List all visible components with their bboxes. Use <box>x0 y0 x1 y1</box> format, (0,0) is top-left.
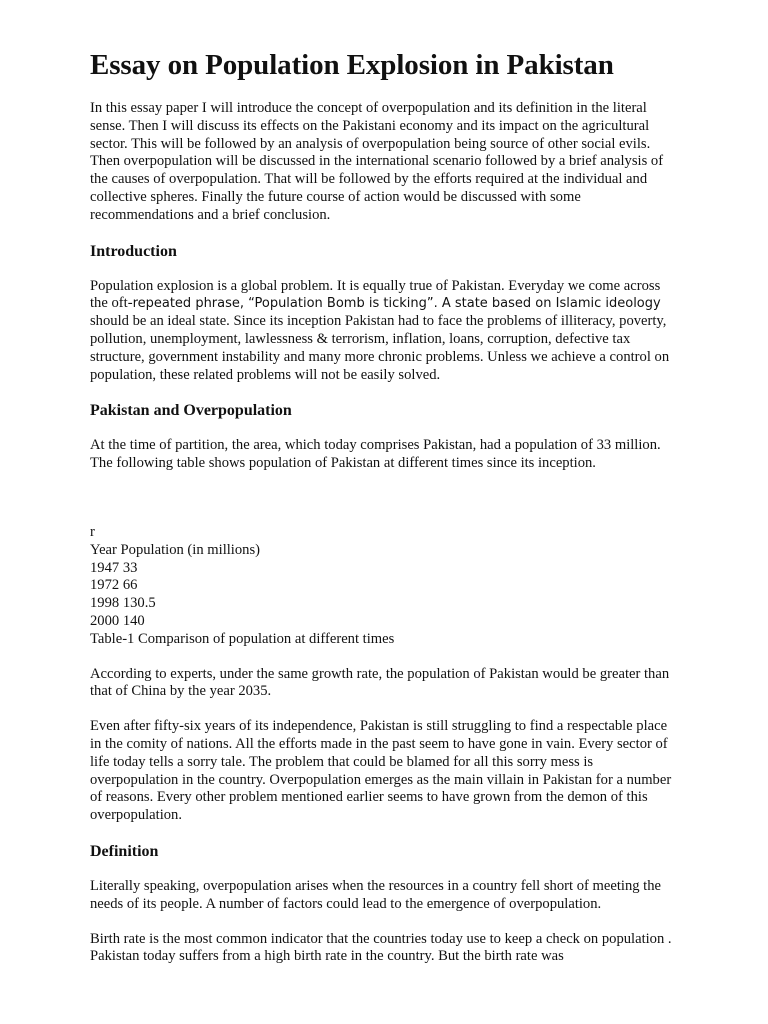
definition-heading: Definition <box>90 842 159 860</box>
population-table <box>90 524 680 649</box>
overpopulation-heading: Pakistan and Overpopulation <box>90 402 292 420</box>
overpopulation-paragraph: At the time of partition, the area, which today comprises Pakistan, had a population of 33 million. The following table shows population of Pakistan at different times since its inception. <box>90 437 661 472</box>
table-stray-char: r <box>90 523 95 540</box>
experts-paragraph: According to experts, under the same growth rate, the population of Pakistan would be greater than that of China by the year 2035. <box>90 665 670 700</box>
table-row: 1947 33 <box>90 559 138 576</box>
table-row: 1998 130.5 <box>90 595 156 612</box>
table-row: 2000 140 <box>90 612 145 629</box>
introduction-paragraph <box>90 278 680 385</box>
table-caption: Table-1 Comparison of population at different times <box>90 630 395 647</box>
birth-rate-paragraph: Birth rate is the most common indicator that the countries today use to keep a check on population . Pakistan today suffers from a high birth rate in the country. But the birth rate was <box>90 930 672 965</box>
essay-title: Essay on Population Explosion in Pakistan <box>90 49 614 81</box>
definition-paragraph: Literally speaking, overpopulation arises when the resources in a country fell short of meeting the needs of its people. A number of factors could lead to the emergence of overpopulation. <box>90 877 662 912</box>
introduction-heading: Introduction <box>90 242 177 260</box>
table-row: 1972 66 <box>90 577 138 594</box>
introduction-text-part3: should be an ideal state. Since its inception Pakistan had to face the problems of illiteracy, poverty, pollution, unemployment, lawlessness & terrorism, inflation, loans, corruption, defective tax structure, government instability and many more chronic problems. Unless we achieve a control on population, these related problems will not be easily solved. <box>90 313 670 383</box>
fiftysix-paragraph: Even after fifty-six years of its independence, Pakistan is still struggling to find a respectable place in the comity of nations. All the efforts made in the past seem to have gone in vain. Every sector of life today tells a sorry tale. The problem that could be blamed for all this sorry mess is overpopulation in the country. Overpopulation emerges as the main villain in Pakistan for a number of reasons. Every other problem mentioned earlier seems to have grown from the demon of this overpopulation. <box>90 718 672 824</box>
document-body <box>90 46 680 966</box>
introduction-text-part2: repeated phrase, “Population Bomb is ticking”. A state based on Islamic ideology <box>132 296 661 312</box>
table-header: Year Population (in millions) <box>90 541 260 558</box>
intro-paragraph: In this essay paper I will introduce the concept of overpopulation and its definition in the literal sense. Then I will discuss its effects on the Pakistani economy and its impact on the agricultural sector. This will be followed by an analysis of overpopulation being source of other social evils. Then overpopulation will be discussed in the international scenario followed by a brief analysis of the causes of overpopulation. That will be followed by the efforts required at the individual and collective spheres. Finally the future course of action would be discussed with some recommendations and a brief conclusion. <box>90 100 664 223</box>
introduction-text-part1: Population explosion is a global problem. It is equally true of Pakistan. Everyday we come across the oft- <box>90 277 661 312</box>
